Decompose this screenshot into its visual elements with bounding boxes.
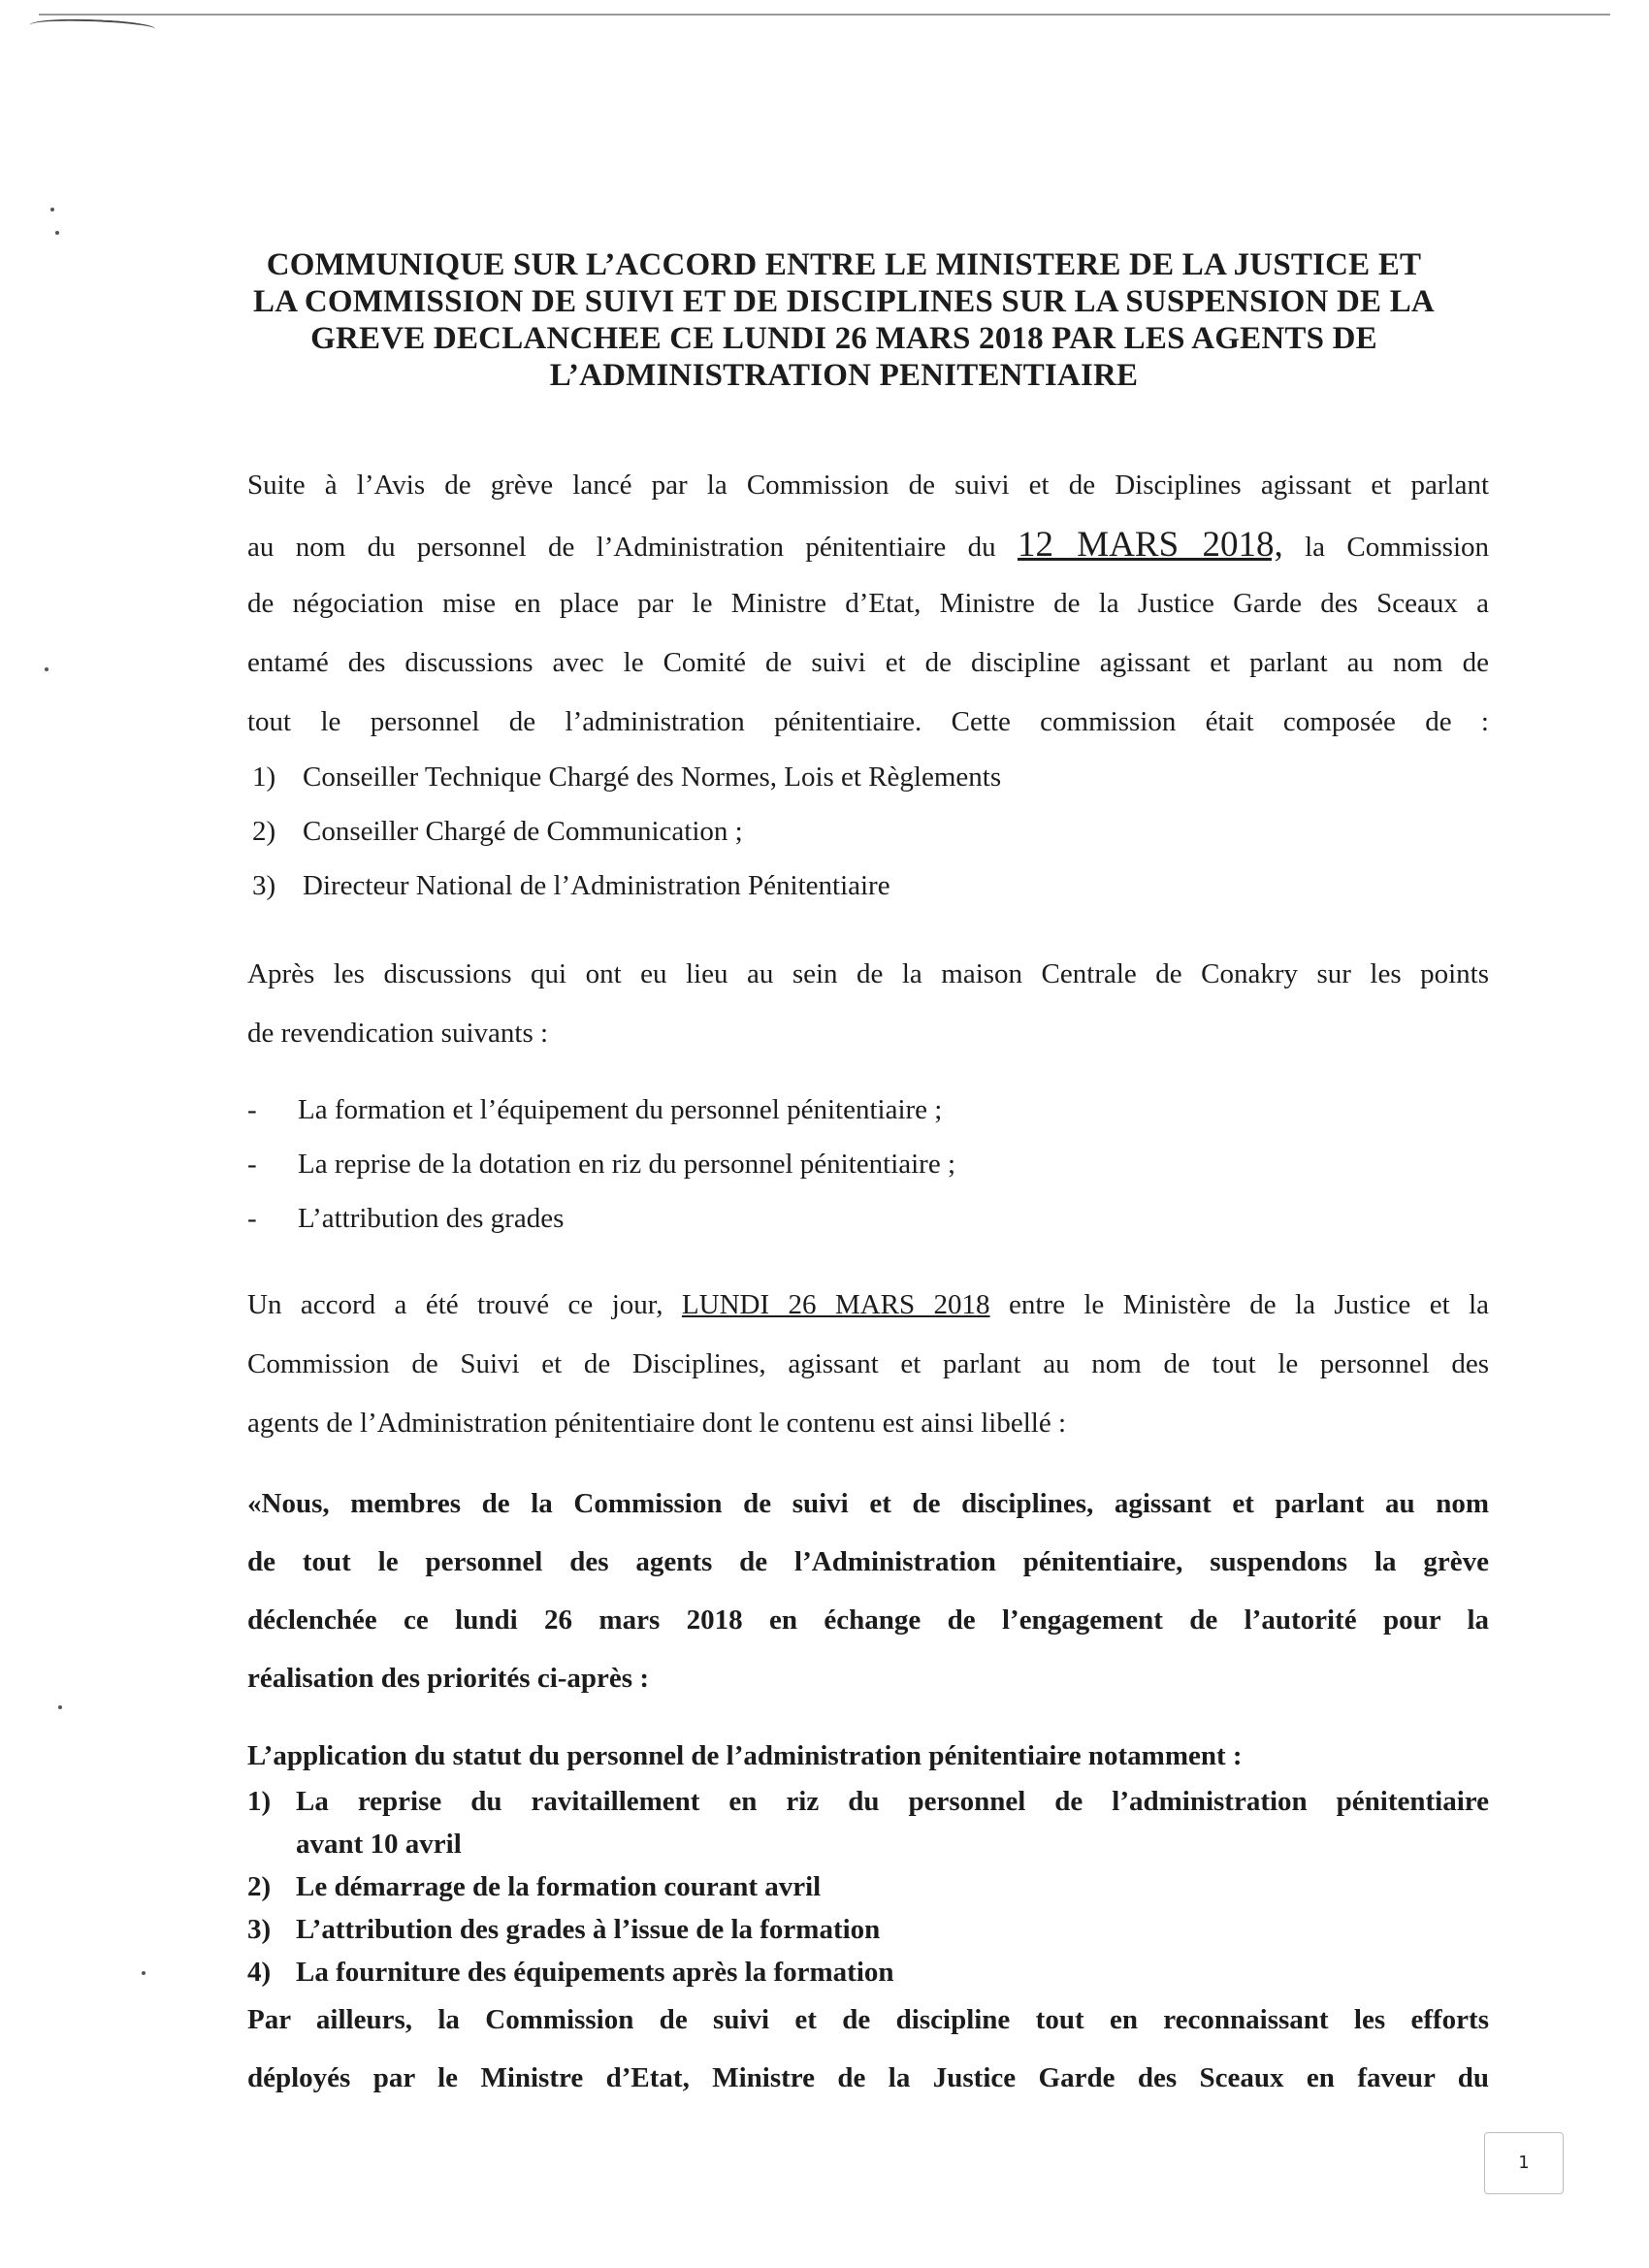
list-item: - L’attribution des grades <box>247 1203 565 1234</box>
commission-members-list <box>252 750 1494 913</box>
scan-border-line <box>39 14 1610 16</box>
discussion-paragraph <box>247 945 1489 1063</box>
paragraph-line: déclenchée ce lundi 26 mars 2018 en échange de l’engagement de l’autorité pour la <box>247 1604 1489 1636</box>
closing-paragraph <box>247 1991 1489 2107</box>
list-item: - La reprise de la dotation en riz du personnel pénitentiaire ; <box>247 1149 956 1180</box>
title-line: L’ADMINISTRATION PENITENTIAIRE <box>549 358 1139 393</box>
list-item: 2) Conseiller Chargé de Communication ; <box>252 816 743 847</box>
agreement-date: LUNDI 26 MARS 2018 <box>681 1289 990 1320</box>
page-number: 1 <box>1484 2132 1564 2194</box>
paragraph-line: déployés par le Ministre d’Etat, Ministre de la Justice Garde des Sceaux en faveur du <box>247 2062 1489 2093</box>
paragraph-line: agents de l’Administration pénitentiaire dont le contenu est ainsi libellé : <box>247 1408 1067 1439</box>
scan-speck <box>142 1971 146 1975</box>
paragraph-line <box>247 515 1489 574</box>
demands-list <box>247 1083 1489 1246</box>
paragraph-line: réalisation des priorités ci-après : <box>247 1663 649 1694</box>
list-item: 2) Le démarrage de la formation courant avril <box>247 1871 822 1902</box>
list-item: 1) Conseiller Technique Chargé des Normes, Lois et Règlements <box>252 761 1002 793</box>
text-run: au nom du personnel de l’Administration pénitentiaire du <box>247 532 996 563</box>
scan-speck <box>58 1705 62 1709</box>
paragraph-line: Suite à l’Avis de grève lancé par la Commission de suivi et de Disciplines agissant et parlant <box>247 470 1489 501</box>
priorities-section <box>247 1732 1489 1993</box>
list-item: 1) La reprise du ravitaillement en riz du personnel de l’administration pénitentiaire <box>247 1786 1489 1817</box>
paragraph-line: tout le personnel de l’administration pénitentiaire. Cette commission était composée de : <box>247 706 1489 737</box>
paragraph-line: «Nous, membres de la Commission de suivi et de disciplines, agissant et parlant au nom <box>247 1488 1489 1519</box>
text-run: la Commission <box>1305 532 1490 563</box>
paragraph-line: Commission de Suivi et de Disciplines, agissant et parlant au nom de tout le personnel des <box>247 1348 1489 1379</box>
intro-paragraph <box>247 456 1489 752</box>
paragraph-line: de revendication suivants : <box>247 1018 549 1049</box>
paragraph-line: entamé des discussions avec le Comité de suivi et de discipline agissant et parlant au nom de <box>247 647 1489 678</box>
scan-speck <box>55 231 59 235</box>
scan-speck <box>45 667 48 671</box>
title-line: LA COMMISSION DE SUIVI ET DE DISCIPLINES SUR LA SUSPENSION DE LA <box>253 284 1435 319</box>
priorities-heading: L’application du statut du personnel de l’administration pénitentiaire notamment : <box>247 1740 1243 1771</box>
list-item-continuation: avant 10 avril <box>296 1829 462 1860</box>
paragraph-line: de tout le personnel des agents de l’Administration pénitentiaire, suspendons la grève <box>247 1546 1489 1577</box>
scan-speck <box>50 208 54 211</box>
paragraph-line: Par ailleurs, la Commission de suivi et de discipline tout en reconnaissant les efforts <box>247 2004 1489 2035</box>
strike-notice-date: 12 MARS 2018, <box>1017 525 1283 565</box>
commission-statement <box>247 1474 1489 1707</box>
title-line: COMMUNIQUE SUR L’ACCORD ENTRE LE MINISTERE DE LA JUSTICE ET <box>266 247 1422 282</box>
list-item: - La formation et l’équipement du personnel pénitentiaire ; <box>247 1094 943 1125</box>
title-line: GREVE DECLANCHEE CE LUNDI 26 MARS 2018 PAR LES AGENTS DE <box>310 321 1377 356</box>
agreement-paragraph <box>247 1276 1489 1453</box>
list-item: 3) L’attribution des grades à l’issue de la formation <box>247 1914 881 1945</box>
document-title <box>223 246 1465 394</box>
paragraph-line: de négociation mise en place par le Ministre d’Etat, Ministre de la Justice Garde des Sceaux a <box>247 588 1489 619</box>
list-item: 4) La fourniture des équipements après la formation <box>247 1957 894 1988</box>
list-item: 3) Directeur National de l’Administration Pénitentiaire <box>252 870 890 901</box>
paragraph-line: Après les discussions qui ont eu lieu au sein de la maison Centrale de Conakry sur les points <box>247 958 1489 989</box>
paragraph-line: Un accord a été trouvé ce jour, LUNDI 26 MARS 2018 entre le Ministère de la Justice et la <box>247 1289 1489 1320</box>
scan-corner-mark <box>29 16 156 39</box>
